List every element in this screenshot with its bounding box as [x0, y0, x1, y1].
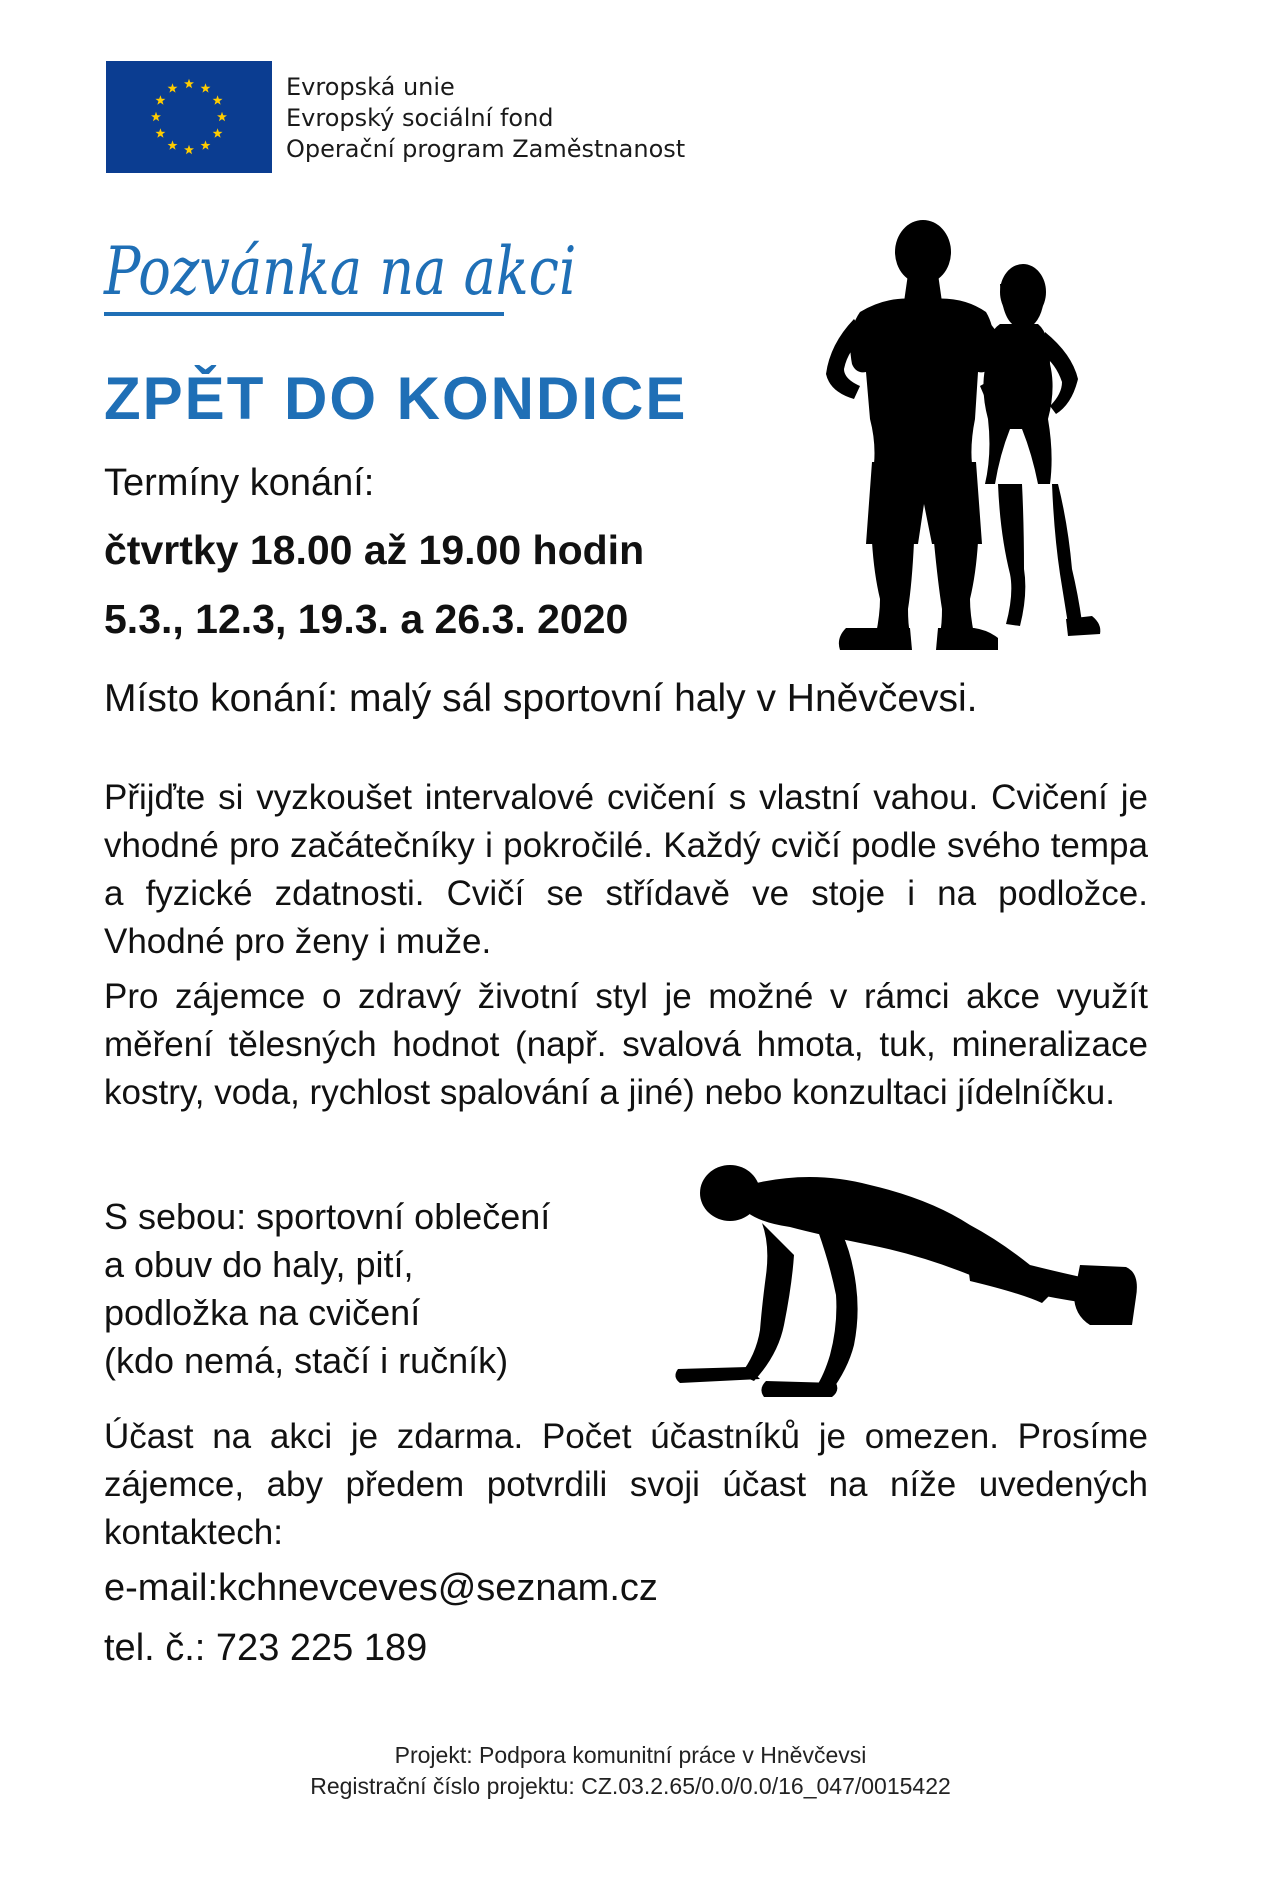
- eu-line: Evropská unie: [286, 73, 455, 101]
- contact-email: e-mail:kchnevceves@seznam.cz: [104, 1567, 658, 1609]
- event-title: ZPĚT DO KONDICE: [104, 365, 688, 432]
- description-paragraph: Přijďte si vyzkoušet intervalové cvičení s vlastní vahou. Cvičení je vhodné pro začátečníky i pokročilé. Každý cvičí podle svého tempa a fyzické zdatnosti. Cvičí se střídavě ve stoje i na podložce. Vhodné pro ženy i muže.: [104, 778, 1148, 961]
- footer: [0, 1740, 1261, 1802]
- eu-line: Operační program Zaměstnanost: [286, 135, 686, 163]
- event-place: Místo konání: malý sál sportovní haly v Hněvčevsi.: [104, 677, 978, 720]
- contact-phone: tel. č.: 723 225 189: [104, 1627, 428, 1669]
- eu-logo-text: [286, 72, 685, 165]
- dates-label: Termíny konání:: [104, 462, 375, 504]
- bring-list: [104, 1193, 550, 1385]
- invite-heading: Pozvánka na akci: [104, 233, 577, 310]
- eu-flag-icon: [106, 61, 272, 173]
- bring-line: podložka na cvičení: [104, 1292, 421, 1333]
- footer-registration: Registrační číslo projektu: CZ.03.2.65/0.0/0.0/16_047/0015422: [310, 1773, 951, 1799]
- invite-underline: [104, 312, 504, 316]
- bring-line: S sebou: sportovní oblečení: [104, 1196, 551, 1237]
- event-dates: 5.3., 12.3, 19.3. a 26.3. 2020: [104, 596, 629, 642]
- couple-silhouette-icon: [810, 214, 1110, 659]
- participation-paragraph: Účast na akci je zdarma. Počet účastníků je omezen. Prosíme zájemce, aby předem potvrdili svoji účast na níže uvedených kontaktech:: [104, 1417, 1148, 1552]
- bring-line: (kdo nemá, stačí i ručník): [104, 1340, 509, 1381]
- event-time: čtvrtky 18.00 až 19.00 hodin: [104, 527, 645, 573]
- footer-project: Projekt: Podpora komunitní práce v Hněvčevsi: [394, 1742, 867, 1768]
- pushup-silhouette-icon: [670, 1155, 1140, 1410]
- eu-line: Evropský sociální fond: [286, 104, 554, 132]
- measurement-paragraph: Pro zájemce o zdravý životní styl je možné v rámci akce využít měření tělesných hodnot (např. svalová hmota, tuk, mineralizace kostry, voda, rychlost spalování a jiné) nebo konzultaci jídelníčku.: [104, 977, 1148, 1112]
- bring-line: a obuv do haly, pití,: [104, 1244, 414, 1285]
